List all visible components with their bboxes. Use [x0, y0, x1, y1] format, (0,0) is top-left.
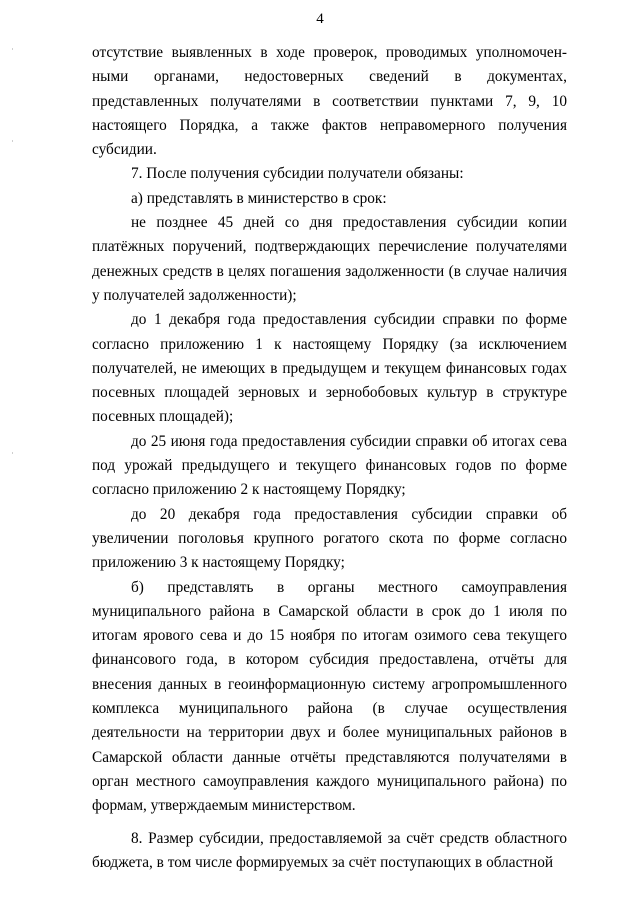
- scan-artifact: [12, 48, 13, 50]
- paragraph-payment-orders: не позднее 45 дней со дня предоставления субсидии копии платёжных поручений, подтверждающих перечисление получателями денежных средств в целях погашения задолженности (в случае наличия у получателей задолженности);: [92, 214, 567, 304]
- paragraph-clause-8: 8. Размер субсидии, предоставляемой за счёт средств областного бюджета, в том числе формируемых за счёт поступающих в областной: [92, 829, 567, 871]
- paragraph-certificate-app-1: до 1 декабря года предоставления субсидии справки по форме согласно приложению 1 к настоящему Порядку (за исключением получателей, не имеющих в предыдущем и текущем финансовых годах посевных площадей зерновых и зернобобовых культур в структуре посевных площадей);: [92, 311, 567, 426]
- paragraph-subclause-a: а) представлять в министерство в срок:: [131, 189, 387, 207]
- paragraph-certificate-app-2: до 25 июня года предоставления субсидии справки об итогах сева под урожай предыдущего и текущего финансовых годов по форме согласно приложению 2 к настоящему Порядку;: [92, 432, 567, 499]
- document-body: [92, 41, 567, 875]
- paragraph-continuation: отсутствие выявленных в ходе проверок, проводимых уполномоченными органами, недостоверных сведений в документах, представленных получателями в соответствии пунктами 7, 9, 10 настоящего Порядка, а также фактов неправомерного получения субсидии.: [92, 44, 567, 159]
- scan-artifact: [12, 452, 13, 454]
- scan-artifact: [12, 140, 13, 142]
- paragraph-certificate-app-3: до 20 декабря года предоставления субсидии справки об увеличении поголовья крупного рогатого скота по форме согласно приложению 3 к настоящему Порядку;: [92, 505, 567, 572]
- page-number: 4: [316, 11, 324, 27]
- paragraph-subclause-b: б) представлять в органы местного самоуправления муниципального района в Самарской области в срок до 1 июля по итогам ярового сева и до 15 ноября по итогам озимого сева текущего финансового года, в котором субсидия предоставлена, отчёты для внесения данных в геоинформационную систему агропромышленного комплекса муниципального района (в случае осуществления деятельности на территории двух и более муниципальных районов в Самарской области данные отчёты представляются получателями в орган местного самоуправления каждого муниципального района) по формам, утверждаемым министерством.: [92, 578, 567, 815]
- paragraph-clause-7: 7. После получения субсидии получатели обязаны:: [131, 165, 464, 183]
